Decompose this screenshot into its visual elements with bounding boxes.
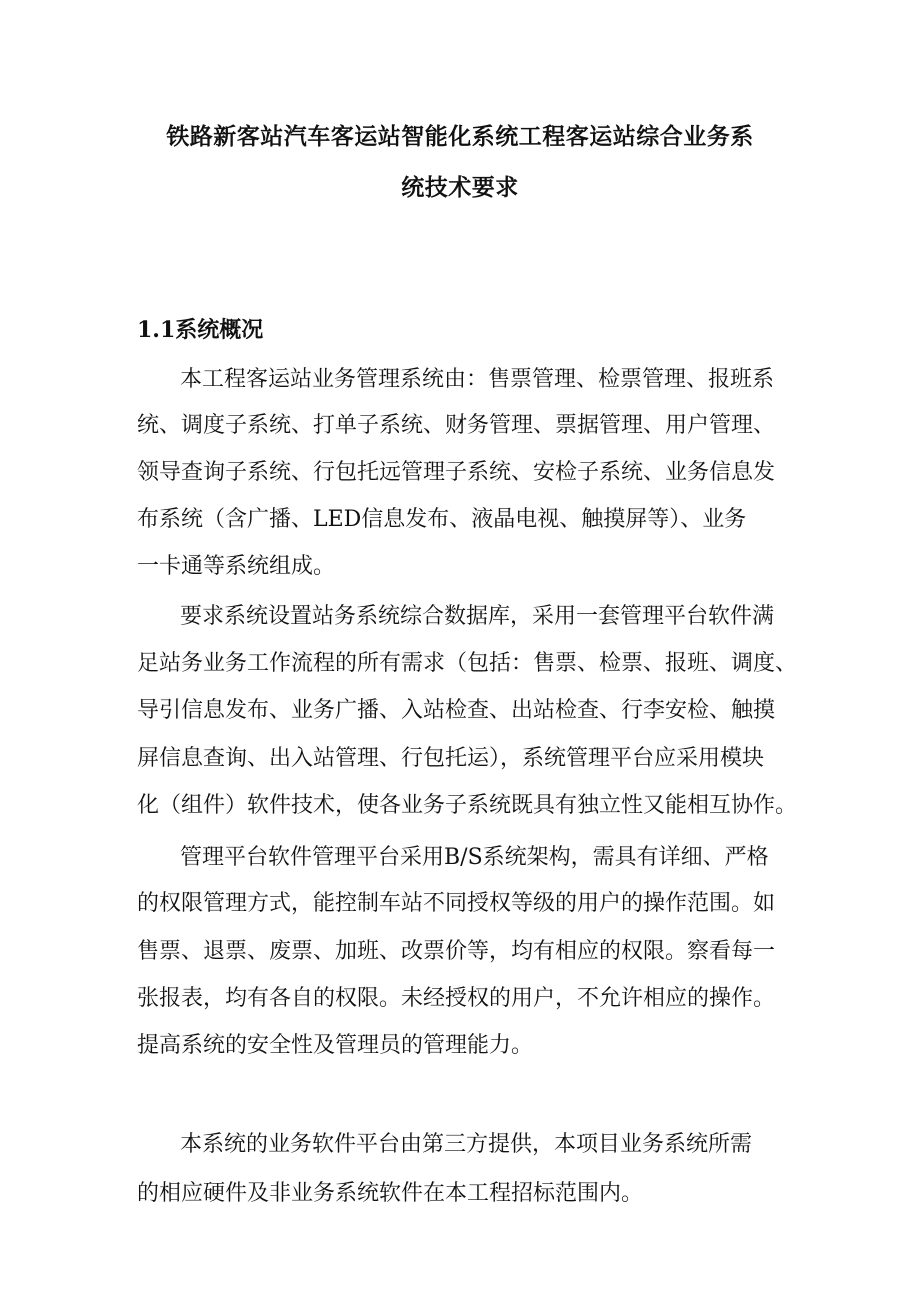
section-heading: 1.1系统概况 [137, 317, 264, 343]
paragraph-1-line: 布系统（含广播、LED信息发布、液晶电视、触摸屏等）、业务 [137, 507, 747, 532]
paragraph-3-line: 的权限管理方式，能控制车站不同授权等级的用户的操作范围。如 [137, 891, 776, 916]
document-title-line-1: 铁路新客站汽车客运站智能化系统工程客运站综合业务系 [166, 123, 754, 150]
paragraph-3-line: 管理平台软件管理平台采用B/S系统架构，需具有详细、严格 [180, 845, 769, 870]
paragraph-1-line: 本工程客运站业务管理系统由：售票管理、检票管理、报班系 [180, 367, 775, 392]
paragraph-2-line: 屏信息查询、出入站管理、行包托运），系统管理平台应采用模块 [137, 746, 765, 771]
document-title-line-2: 统技术要求 [401, 174, 519, 201]
paragraph-3-line: 张报表，均有各自的权限。未经授权的用户，不允许相应的操作。 [137, 986, 776, 1011]
paragraph-4-line: 本系统的业务软件平台由第三方提供，本项目业务系统所需 [180, 1132, 753, 1157]
paragraph-4-line: 的相应硬件及非业务系统软件在本工程招标范围内。 [137, 1181, 644, 1206]
paragraph-2-line: 化（组件）软件技术，使各业务子系统既具有独立性又能相互协作。 [137, 793, 798, 818]
paragraph-2-line: 足站务业务工作流程的所有需求（包括：售票、检票、报班、调度、 [137, 651, 798, 676]
paragraph-2-line: 导引信息发布、业务广播、入站检查、出站检查、行李安检、触摸 [137, 698, 776, 723]
paragraph-3-line: 售票、退票、废票、加班、改票价等，均有相应的权限。察看每一 [137, 939, 776, 964]
paragraph-1-line: 一卡通等系统组成。 [137, 554, 336, 579]
paragraph-1-line: 领导查询子系统、行包托远管理子系统、安检子系统、业务信息发 [137, 460, 776, 485]
paragraph-3-line: 提高系统的安全性及管理员的管理能力。 [137, 1033, 534, 1058]
paragraph-2-line: 要求系统设置站务系统综合数据库，采用一套管理平台软件满 [180, 604, 775, 629]
paragraph-1-line: 统、调度子系统、打单子系统、财务管理、票据管理、用户管理、 [137, 413, 776, 438]
